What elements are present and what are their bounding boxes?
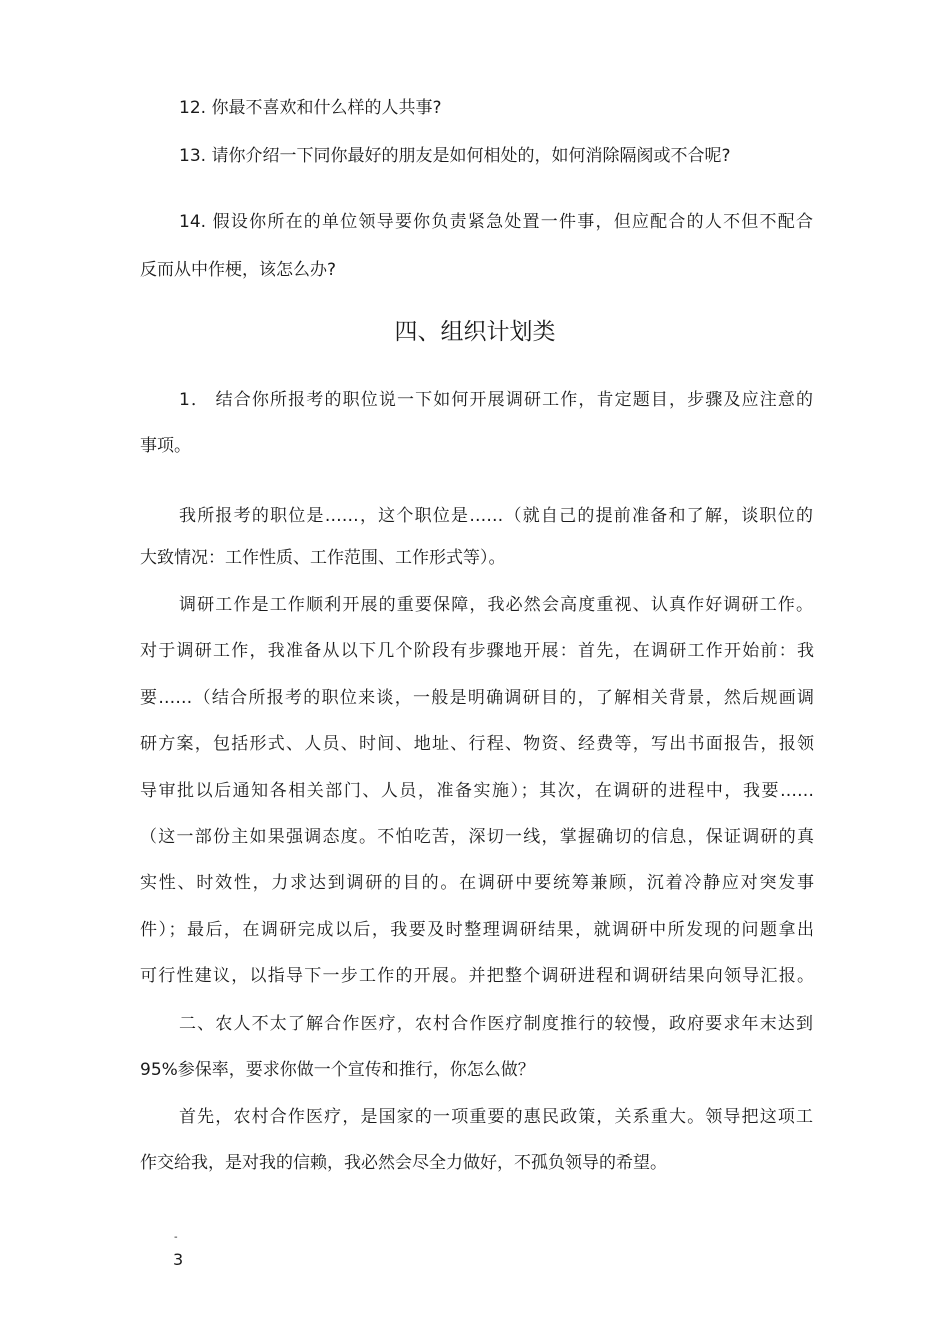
- answer-1-para-2-line-8: 件）；最后，在调研完成以后，我要及时整理调研结果，就调研中所发现的问题拿出: [140, 920, 814, 940]
- answer-1-para-2-line-3: 要……（结合所报考的职位来谈，一般是明确调研目的，了解相关背景，然后规画调: [140, 688, 814, 708]
- answer-1-para-1-line-2: 大致情况：工作性质、工作范围、工作形式等）。: [140, 548, 506, 568]
- plan-question-2-line-1: 二、农人不太了解合作医疗，农村合作医疗制度推行的较慢，政府要求年末达到: [179, 1014, 813, 1034]
- question-12: 12. 你最不喜欢和什么样的人共事?: [179, 98, 442, 118]
- answer-1-para-2-line-5: 导审批以后通知各相关部门、人员，准备实施）；其次，在调研的进程中，我要……: [140, 781, 814, 801]
- plan-question-1-line-2: 事项。: [140, 436, 191, 456]
- footer-dot: -: [174, 1232, 178, 1243]
- section-title: 四、组织计划类: [394, 319, 556, 345]
- plan-question-2-line-2: 95%参保率，要求你做一个宣传和推行，你怎么做？: [140, 1060, 535, 1080]
- answer-1-para-2-line-6: （这一部份主如果强调态度。不怕吃苦，深切一线，掌握确切的信息，保证调研的真: [140, 827, 814, 847]
- answer-1-para-2-line-1: 调研工作是工作顺利开展的重要保障，我必然会高度重视、认真作好调研工作。: [179, 595, 813, 615]
- answer-2-para-1-line-2: 作交给我，是对我的信赖，我必然会尽全力做好，不孤负领导的希望。: [140, 1153, 667, 1173]
- answer-1-para-2-line-7: 实性、时效性，力求达到调研的目的。在调研中要统筹兼顾，沉着冷静应对突发事: [140, 873, 814, 893]
- question-14-line-2: 反而从中作梗，该怎么办?: [140, 260, 337, 280]
- plan-question-1-line-1: 1． 结合你所报考的职位说一下如何开展调研工作，肯定题目，步骤及应注意的: [179, 390, 813, 410]
- question-13: 13. 请你介绍一下同你最好的朋友是如何相处的，如何消除隔阂或不合呢?: [179, 146, 731, 166]
- page-number: 3: [173, 1250, 184, 1269]
- answer-1-para-1-line-1: 我所报考的职位是……，这个职位是……（就自己的提前准备和了解，谈职位的: [179, 506, 813, 526]
- question-14-line-1: 14. 假设你所在的单位领导要你负责紧急处置一件事，但应配合的人不但不配合: [179, 212, 813, 232]
- answer-1-para-2-line-9: 可行性建议，以指导下一步工作的开展。并把整个调研进程和调研结果向领导汇报。: [140, 966, 814, 986]
- answer-1-para-2-line-4: 研方案，包括形式、人员、时间、地址、行程、物资、经费等，写出书面报告，报领: [140, 734, 814, 754]
- answer-1-para-2-line-2: 对于调研工作，我准备从以下几个阶段有步骤地开展：首先，在调研工作开始前：我: [140, 641, 814, 661]
- answer-2-para-1-line-1: 首先，农村合作医疗，是国家的一项重要的惠民政策，关系重大。领导把这项工: [179, 1107, 813, 1127]
